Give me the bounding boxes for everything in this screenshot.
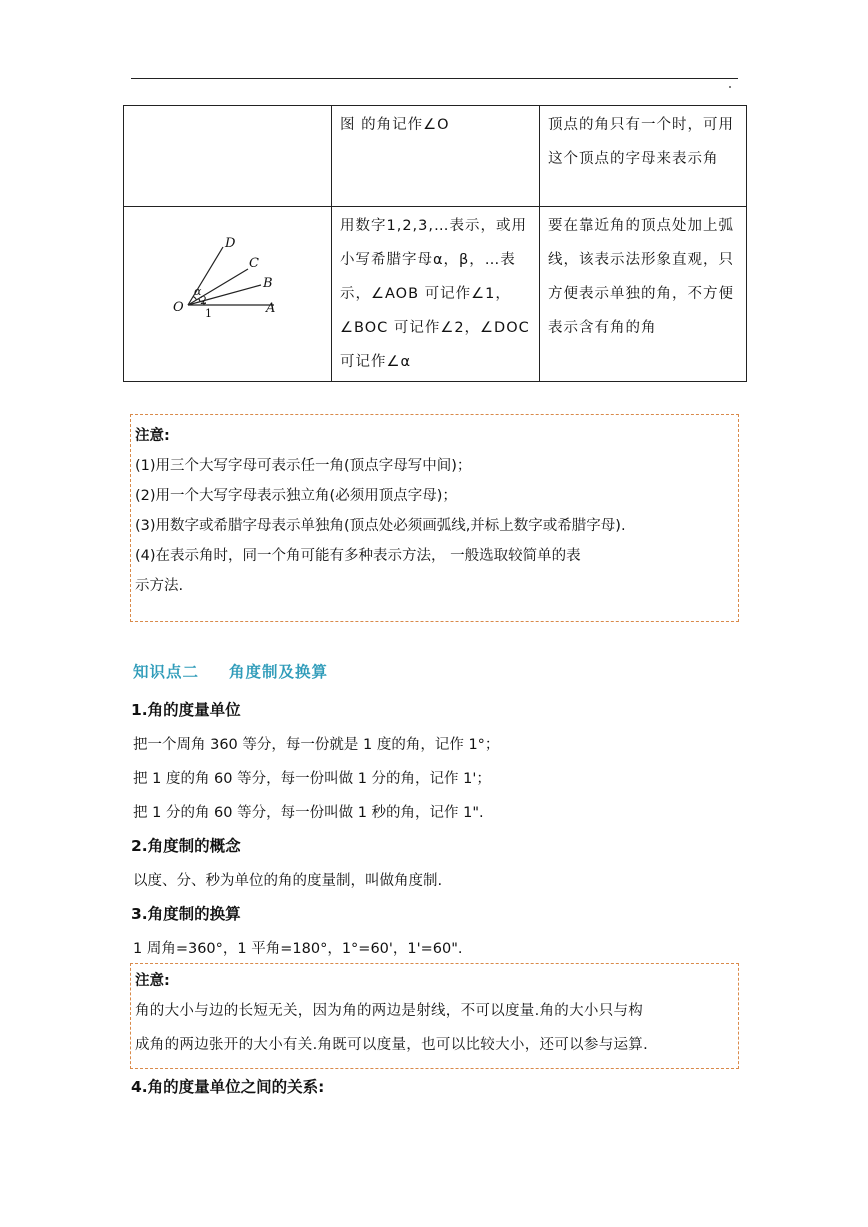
note-title: 注意: <box>135 973 170 989</box>
note-line: 示方法. <box>135 578 184 594</box>
note-line: (3)用数字或希腊字母表示单独角(顶点处必须画弧线,并标上数字或希腊字母). <box>135 518 626 534</box>
table-row <box>124 106 747 207</box>
table-cell-notation: 用数字1,2,3,…表示，或用小写希腊字母α，β，…表示，∠AOB 可记作∠1，∠BOC 可记作∠2，∠DOC 可记作∠α <box>332 207 540 382</box>
section-title <box>133 660 328 682</box>
subsection-title: 4.角的度量单位之间的关系: <box>131 1078 325 1096</box>
paragraph-line: 把 1 分的角 60 等分，每一份叫做 1 秒的角，记作 1". <box>133 805 484 821</box>
table-cell-figure <box>124 207 332 382</box>
table-cell-explanation: 要在靠近角的顶点处加上弧线，该表示法形象直观，只方便表示单独的角，不方便表示含有角的角 <box>540 207 747 382</box>
paragraph-line: 把一个周角 360 等分，每一份就是 1 度的角，记作 1°； <box>133 737 500 753</box>
table-cell-notation: 图 的角记作∠O <box>332 106 540 207</box>
header-rule <box>131 78 738 79</box>
label-two: 2 <box>200 294 208 307</box>
note-line: (2)用一个大写字母表示独立角(必须用顶点字母)； <box>135 488 457 504</box>
label-o: O <box>173 300 185 315</box>
subsection-title: 1.角的度量单位 <box>131 701 241 719</box>
section-number: 知识点二 <box>133 663 200 681</box>
table-row <box>124 207 747 382</box>
note-line: 角的大小与边的长短无关，因为角的两边是射线，不可以度量.角的大小只与构 <box>135 1003 644 1019</box>
section-name: 角度制及换算 <box>229 663 329 681</box>
subsection-title: 3.角度制的换算 <box>131 905 241 923</box>
note-title: 注意: <box>135 428 170 444</box>
subsection-title: 2.角度制的概念 <box>131 837 241 855</box>
label-a: A <box>266 301 277 316</box>
label-c: C <box>249 256 260 271</box>
note-box <box>130 963 739 1069</box>
label-alpha: α <box>194 285 203 298</box>
label-b: B <box>263 276 274 291</box>
paragraph-line: 1 周角=360°，1 平角=180°，1°=60'，1'=60". <box>133 941 463 957</box>
note-line: (4)在表示角时，同一个角可能有多种表示方法， 一般选取较简单的表 <box>135 548 581 564</box>
note-box <box>130 414 739 622</box>
table-cell-empty <box>124 106 332 207</box>
note-line: (1)用三个大写字母可表示任一角(顶点字母写中间)； <box>135 458 472 474</box>
label-one: 1 <box>205 307 213 320</box>
angle-notation-table <box>123 105 747 382</box>
note-line: 成角的两边张开的大小有关.角既可以度量，也可以比较大小，还可以参与运算. <box>135 1037 649 1053</box>
paragraph-line: 以度、分、秒为单位的角的度量制，叫做角度制. <box>133 873 443 889</box>
paragraph-line: 把 1 度的角 60 等分，每一份叫做 1 分的角，记作 1'； <box>133 771 491 787</box>
angle-figure <box>164 233 294 323</box>
table-cell-explanation: 顶点的角只有一个时，可用这个顶点的字母来表示角 <box>540 106 747 207</box>
label-d: D <box>225 236 237 251</box>
header-dot <box>729 86 731 88</box>
